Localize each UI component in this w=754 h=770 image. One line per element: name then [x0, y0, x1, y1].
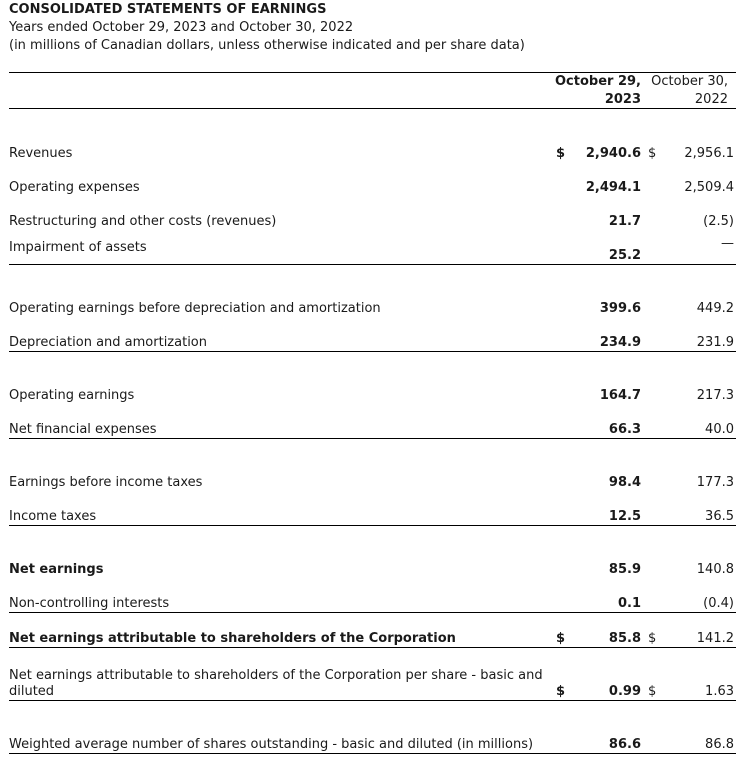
row-label: Weighted average number of shares outstanding - basic and diluted (in millions)	[9, 737, 534, 752]
statement-period: Years ended October 29, 2023 and October 30, 2022	[9, 20, 354, 35]
value-2023: 85.8	[608, 631, 641, 646]
row-rule	[9, 525, 736, 526]
value-2022: 177.3	[696, 475, 734, 490]
row-rule	[9, 647, 736, 648]
value-2023: 164.7	[599, 388, 641, 403]
row-label: Non-controlling interests	[9, 596, 170, 611]
value-2022: (0.4)	[703, 596, 734, 611]
value-2023: 234.9	[599, 335, 641, 350]
value-2023: 21.7	[608, 214, 641, 229]
currency-symbol: $	[648, 146, 657, 161]
value-2022: 217.3	[696, 388, 734, 403]
row-rule	[9, 264, 736, 265]
value-2022: 1.63	[705, 684, 734, 699]
currency-symbol: $	[556, 146, 566, 161]
value-2022: 36.5	[705, 509, 734, 524]
row-label: Operating earnings	[9, 388, 135, 403]
value-2023: 2,494.1	[585, 180, 641, 195]
currency-symbol: $	[648, 631, 657, 646]
column-header-2022: October 30, 2022	[651, 74, 728, 107]
statement-header	[9, 1, 525, 55]
row-rule	[9, 612, 736, 613]
value-2022: 2,509.4	[684, 180, 734, 195]
row-label: Income taxes	[9, 509, 97, 524]
value-2023: 98.4	[608, 475, 641, 490]
value-2022: 140.8	[696, 562, 734, 577]
value-2022: 231.9	[696, 335, 734, 350]
row-label: Earnings before income taxes	[9, 475, 203, 490]
value-2023: 0.99	[608, 684, 641, 699]
value-2023: 12.5	[608, 509, 641, 524]
row-label: Revenues	[9, 146, 73, 161]
value-2023: 85.9	[608, 562, 641, 577]
row-label: Impairment of assets	[9, 240, 147, 255]
value-2022: 40.0	[705, 422, 734, 437]
value-2022: 86.8	[705, 737, 734, 752]
value-2022: —	[721, 236, 734, 251]
value-2023: 66.3	[608, 422, 641, 437]
value-2022: (2.5)	[703, 214, 734, 229]
currency-symbol: $	[556, 684, 566, 699]
row-rule	[9, 753, 736, 754]
value-2023: 399.6	[599, 301, 641, 316]
currency-symbol: $	[556, 631, 566, 646]
value-2023: 86.6	[608, 737, 641, 752]
statement-title: CONSOLIDATED STATEMENTS OF EARNINGS	[9, 2, 327, 17]
row-rule	[9, 700, 736, 701]
row-label: Net earnings attributable to shareholders of the Corporation	[9, 631, 456, 646]
row-rule	[9, 438, 736, 439]
row-label: Depreciation and amortization	[9, 335, 207, 350]
statement-units-note: (in millions of Canadian dollars, unless otherwise indicated and per share data)	[9, 38, 525, 53]
value-2022: 449.2	[696, 301, 734, 316]
value-2023: 25.2	[608, 248, 641, 263]
row-label: Net financial expenses	[9, 422, 157, 437]
currency-symbol: $	[648, 684, 657, 699]
column-header-2023: October 29, 2023	[555, 74, 641, 107]
value-2023: 0.1	[617, 596, 641, 611]
row-label: Operating expenses	[9, 180, 140, 195]
value-2023: 2,940.6	[585, 146, 641, 161]
row-label: Restructuring and other costs (revenues)	[9, 214, 277, 229]
row-label: Operating earnings before depreciation and amortization	[9, 301, 381, 316]
row-label: Net earnings attributable to shareholders of the Corporation per share - basic and diluted	[9, 668, 543, 699]
value-2022: 2,956.1	[684, 146, 734, 161]
value-2022: 141.2	[696, 631, 734, 646]
row-label: Net earnings	[9, 562, 104, 577]
header-bottom-rule	[9, 108, 736, 109]
row-rule	[9, 351, 736, 352]
